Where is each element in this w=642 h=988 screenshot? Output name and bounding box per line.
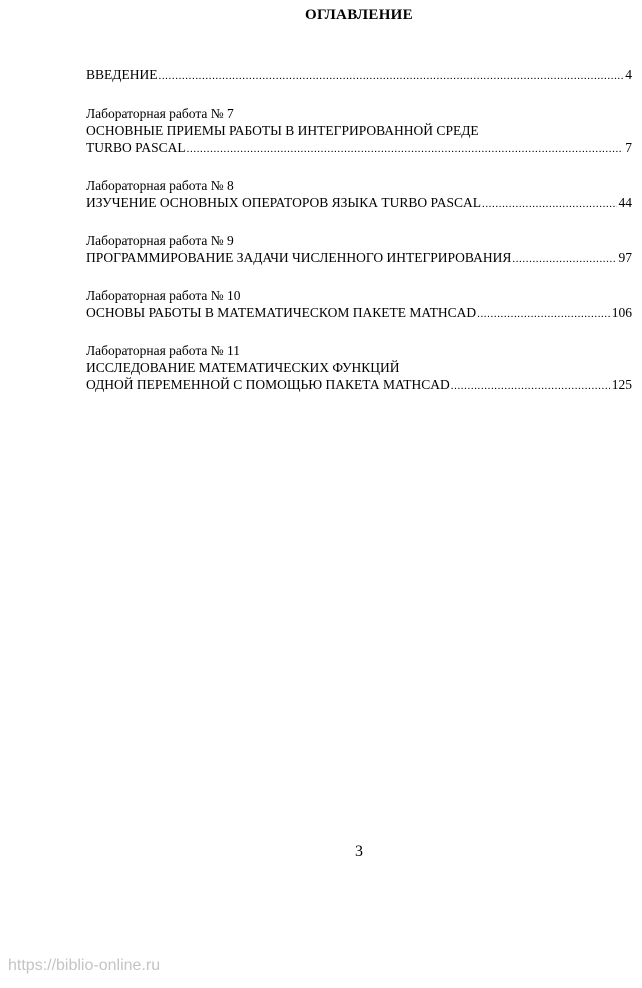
toc-leader-line	[86, 139, 632, 158]
dot-leader	[451, 378, 610, 395]
lab-label: Лабораторная работа № 10	[86, 288, 241, 303]
dot-leader	[187, 141, 624, 158]
watermark-url: https://biblio-online.ru	[8, 957, 161, 974]
toc-title-line: ИССЛЕДОВАНИЕ МАТЕМАТИЧЕСКИХ ФУНКЦИЙ	[86, 360, 400, 375]
table-of-contents	[86, 66, 632, 414]
toc-leader-line	[86, 376, 632, 395]
toc-title-line: ПРОГРАММИРОВАНИЕ ЗАДАЧИ ЧИСЛЕННОГО ИНТЕГРИРОВАНИЯ	[86, 250, 512, 265]
toc-title-line: ОСНОВНЫЕ ПРИЕМЫ РАБОТЫ В ИНТЕГРИРОВАННОЙ СРЕДЕ	[86, 123, 479, 138]
toc-page-number: 106	[611, 305, 632, 320]
toc-entry-lab10[interactable]	[86, 287, 632, 323]
lab-label: Лабораторная работа № 7	[86, 106, 234, 121]
page-title: ОГЛАВЛЕНИЕ	[305, 7, 413, 23]
toc-leader-line	[86, 66, 632, 85]
toc-entry-lab11[interactable]	[86, 342, 632, 395]
toc-entry-intro[interactable]	[86, 66, 632, 85]
toc-page-number: 4	[625, 67, 632, 82]
toc-title-line: ОСНОВЫ РАБОТЫ В МАТЕМАТИЧЕСКОМ ПАКЕТЕ MATHCAD	[86, 305, 477, 320]
toc-title-line: ИЗУЧЕНИЕ ОСНОВНЫХ ОПЕРАТОРОВ ЯЗЫКА TURBO PASCAL	[86, 195, 481, 210]
toc-page-number: 125	[611, 377, 632, 392]
dot-leader	[158, 68, 623, 85]
lab-label: Лабораторная работа № 9	[86, 233, 234, 248]
toc-entry-lab7[interactable]	[86, 105, 632, 158]
toc-title-line: TURBO PASCAL	[86, 140, 186, 155]
toc-title: ВВЕДЕНИЕ	[86, 67, 158, 82]
page-number: 3	[355, 843, 363, 860]
toc-leader-line	[86, 249, 632, 268]
toc-title-line: ОДНОЙ ПЕРЕМЕННОЙ С ПОМОЩЬЮ ПАКЕТА MATHCAD	[86, 377, 450, 392]
toc-leader-line	[86, 304, 632, 323]
lab-label: Лабораторная работа № 11	[86, 343, 241, 358]
lab-label: Лабораторная работа № 8	[86, 178, 234, 193]
toc-page-number: 97	[618, 250, 632, 265]
dot-leader	[477, 306, 610, 323]
toc-entry-lab9[interactable]	[86, 232, 632, 268]
toc-leader-line	[86, 194, 632, 213]
toc-page-number: 44	[618, 195, 632, 210]
dot-leader	[482, 196, 617, 213]
toc-entry-lab8[interactable]	[86, 177, 632, 213]
toc-page-number: 7	[625, 140, 632, 155]
dot-leader	[512, 251, 616, 268]
